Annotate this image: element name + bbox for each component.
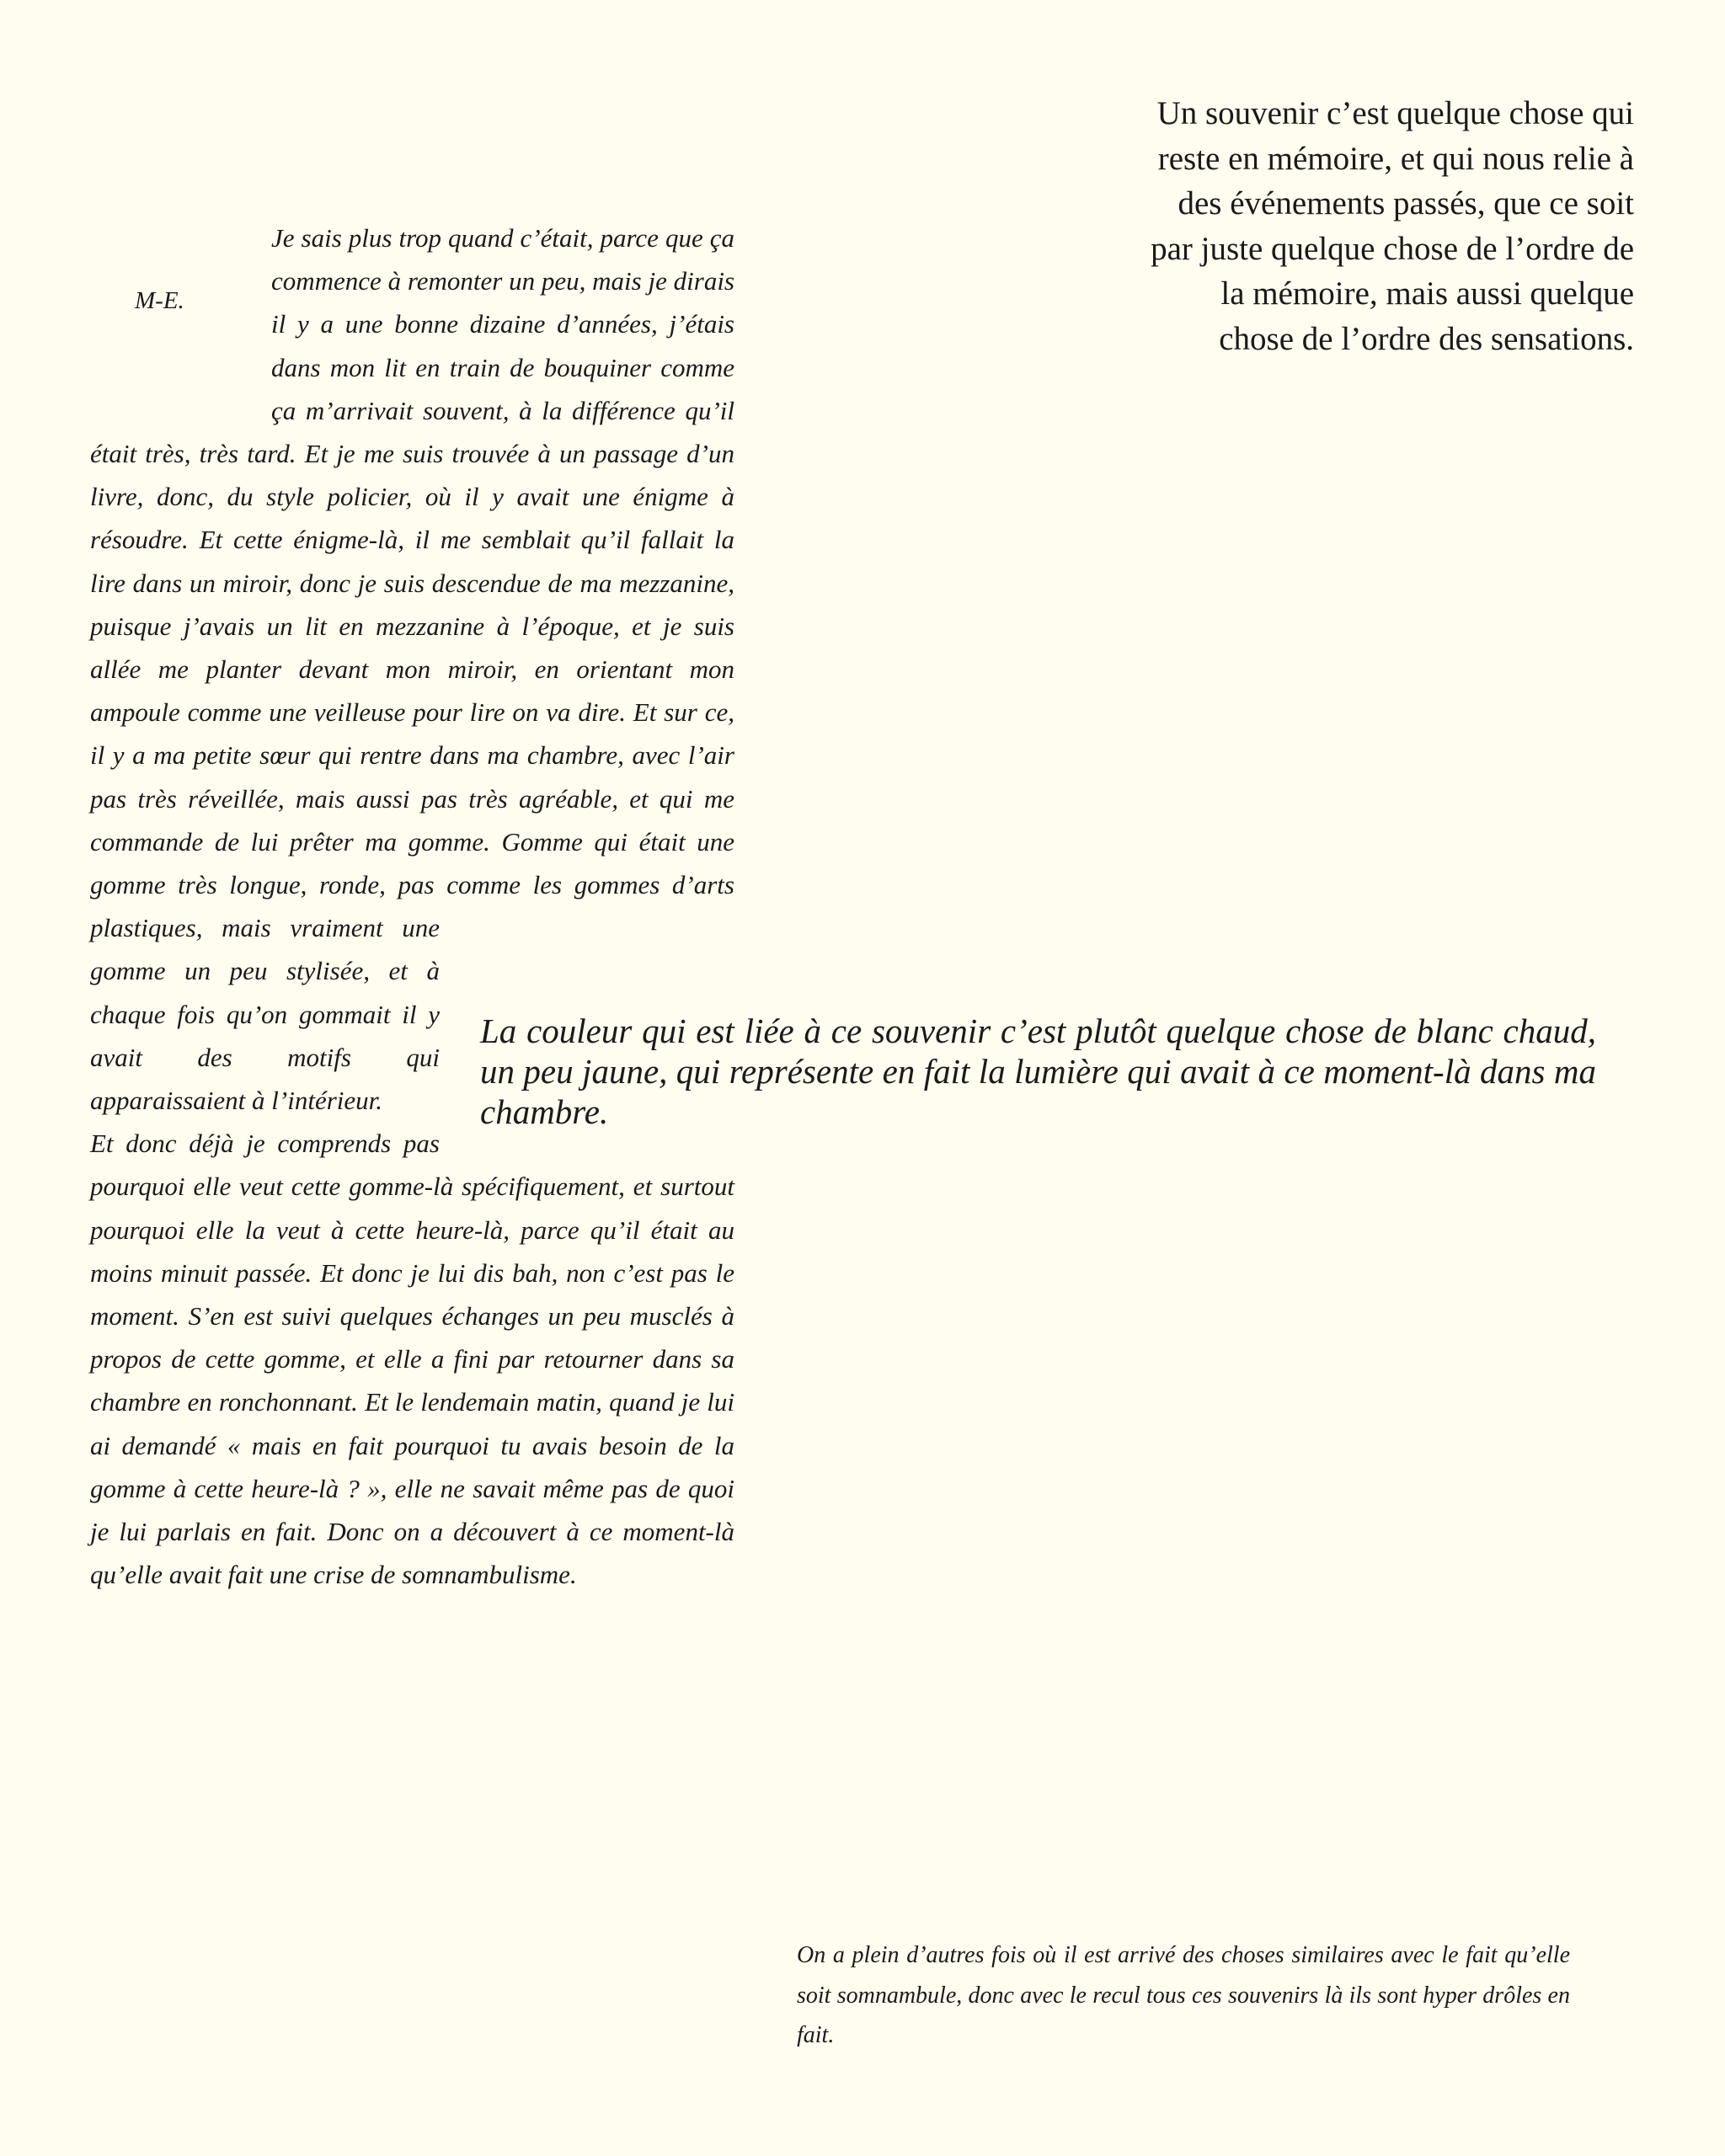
label-gutter xyxy=(90,216,271,432)
pull-quote: La couleur qui est liée à ce souvenir c’est plutôt quelque chose de blanc chaud, un peu jaune, qui représente en fait la lumière qui avait à ce moment-là dans ma chambre. xyxy=(480,1011,1596,1131)
story-paragraph-1: Je sais plus trop quand c’était, parce que ça commence à remonter un peu, mais je dirais il y a une bonne dizaine d’années, j’étais dans mon lit en train de bouquiner comme ça m’arrivait souvent, à la différence qu’il était très, très tard. Et je me suis trouvée à un passage d’un livre, donc, du style policier, où il y avait une énigme à résoudre. Et cette énigme-là, il me semblait qu’il fallait la lire dans un miroir, donc je suis descendue de ma mezzanine, puisque j’avais un lit en mezzanine à l’époque, et je suis allée me planter devant mon miroir, en orientant mon ampoule comme une veilleuse pour lire on va dire. Et sur ce, il y a ma petite sœur qui rentre dans ma chambre, avec l’air pas très réveillée, mais aussi pas très agréable, et qui me commande de lui prêter ma gomme. Gomme qui était une gomme très longue, ronde, pas comme les gommes d’arts plastiques, mais vraiment une gomme un peu stylisée, et à chaque fois qu’on gommait il y avait des motifs qui apparaissaient à l’intérieur. xyxy=(90,223,734,1116)
speaker-label: M-E. xyxy=(135,287,184,314)
intro-statement: Un souvenir c’est quelque chose qui reste en mémoire, et qui nous relie à des événements passés, que ce soit par juste quelque chose de l’ordre de la mémoire, mais aussi quelque chose de l’ordre des sensations. xyxy=(1151,95,1634,357)
closing-note: On a plein d’autres fois où il est arrivé des choses similaires avec le fait qu’elle soit somnambule, donc avec le recul tous ces souvenirs là ils sont hyper drôles en fait. xyxy=(797,1942,1570,2047)
story-paragraph-2: Et donc déjà je comprends pas pourquoi elle veut cette gomme-là spécifiquement, et surtout pourquoi elle la veut à cette heure-là, parce qu’il était au moins minuit passée. Et donc je lui dis bah, non c’est pas le moment. S’en est suivi quelques échanges un peu musclés à propos de cette gomme, et elle a fini par retourner dans sa chambre en ronchonnant. Et le lendemain matin, quand je lui ai demandé « mais en fait pourquoi tu avais besoin de la gomme à cette heure-là ? », elle ne savait même pas de quoi je lui parlais en fait. Donc on a découvert à ce moment-là qu’elle avait fait une crise de somnambulisme. xyxy=(90,1129,734,1590)
story-column xyxy=(90,216,734,1597)
